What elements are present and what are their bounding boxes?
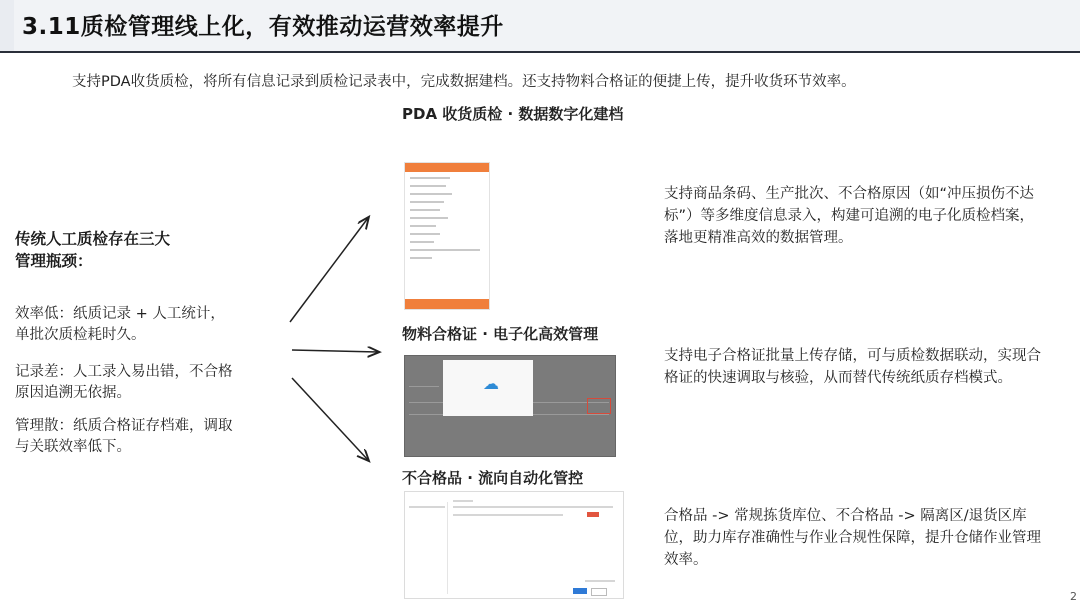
nc-status-tag	[587, 512, 599, 517]
desc-nonconforming-goods: 合格品 -> 常规拣货库位、不合格品 -> 隔离区/退货区库位，助力库存准确性与作业合规性保障，提升仓储作业管理效率。	[664, 508, 1041, 568]
nc-sidebar-line	[409, 506, 445, 508]
caption-nonconforming-goods: 不合格品 · 流向自动化管控	[402, 469, 584, 487]
arrow-to-certificate	[292, 350, 378, 352]
header-divider	[0, 51, 1080, 53]
pda-field-line	[410, 225, 436, 227]
desc-pda-inspection: 支持商品条码、生产批次、不合格原因（如“冲压损伤不达标”）等多维度信息录入，构建可追溯的电子化质检档案，落地更精准高效的数据管理。	[664, 186, 1035, 246]
bottleneck-point-records: 记录差：人工录入易出错，不合格原因追溯无依据。	[15, 364, 233, 401]
pda-field-line	[410, 193, 452, 195]
bottleneck-heading: 传统人工质检存在三大管理瓶颈：	[15, 230, 171, 270]
nc-sidebar	[407, 502, 448, 594]
caption-material-certificate: 物料合格证 · 电子化高效管理	[402, 325, 599, 343]
cloud-upload-icon: ☁	[483, 374, 499, 393]
intro-text: 支持PDA收货质检，将所有信息记录到质检记录表中，完成数据建档。还支持物料合格证的便捷上传，提升收货环节效率。	[72, 74, 856, 90]
pda-field-line	[410, 233, 440, 235]
pda-field-line	[410, 185, 446, 187]
pda-field-line	[410, 201, 444, 203]
page-number: 2	[1070, 590, 1077, 603]
pda-field-line	[410, 209, 440, 211]
pda-screenshot	[404, 162, 490, 310]
nc-table-row	[453, 514, 563, 516]
nonconforming-flow-screenshot	[404, 491, 624, 599]
header-accent	[0, 0, 14, 52]
pda-field-line	[410, 241, 434, 243]
pda-field-line	[410, 177, 450, 179]
pda-field-line	[410, 249, 480, 251]
page-title: 3.11质检管理线上化，有效推动运营效率提升	[22, 14, 504, 40]
nc-table-header	[453, 506, 613, 508]
nc-header-line	[453, 500, 473, 502]
highlighted-upload-button	[587, 398, 611, 414]
nc-footer-line	[585, 580, 615, 582]
pda-field-line	[410, 257, 432, 259]
bottleneck-point-efficiency: 效率低：纸质记录 + 人工统计，单批次质检耗时久。	[15, 306, 225, 343]
arrow-to-nonconforming	[292, 378, 368, 460]
nc-confirm-button	[573, 588, 587, 594]
arrow-to-pda	[290, 218, 368, 322]
pda-title-bar	[405, 163, 489, 172]
pda-field-line	[410, 217, 448, 219]
cert-row-line	[409, 386, 439, 387]
certificate-upload-screenshot	[404, 355, 616, 457]
pda-action-bar	[405, 299, 489, 309]
nc-cancel-button	[591, 588, 607, 596]
desc-material-certificate: 支持电子合格证批量上传存储，可与质检数据联动，实现合格证的快速调取与核验，从而替代传统纸质存档模式。	[664, 348, 1041, 386]
bottleneck-point-management: 管理散：纸质合格证存档难，调取与关联效率低下。	[15, 418, 233, 455]
caption-pda-inspection: PDA 收货质检 · 数据数字化建档	[402, 105, 624, 123]
